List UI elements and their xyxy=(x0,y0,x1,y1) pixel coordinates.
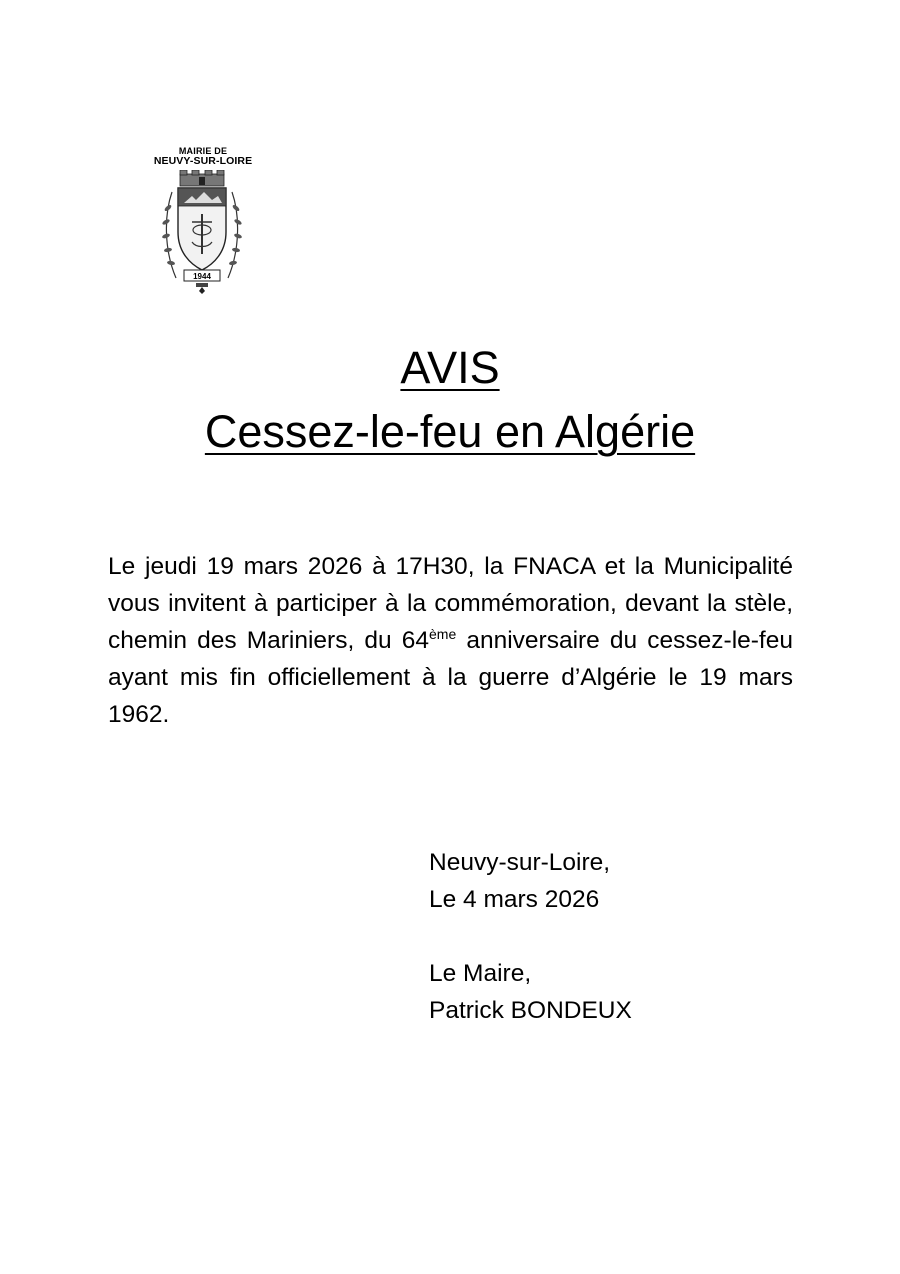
body-text-part1: Le jeudi 19 mars 2026 à 17H30, la FNACA et la Municipalité vous invitent à participer à la commémoration, devant la stèle, chemin des Mariniers, du 64 xyxy=(108,553,793,654)
notice-body xyxy=(108,548,793,733)
title-avis: AVIS xyxy=(400,342,500,393)
notice-title xyxy=(0,340,900,396)
title-subject: Cessez-le-feu en Algérie xyxy=(204,406,696,457)
signature-date: Le 4 mars 2026 xyxy=(429,886,600,913)
notice-subtitle xyxy=(0,404,900,460)
signature-name: Patrick BONDEUX xyxy=(429,997,632,1024)
logo-line-town: NEUVY-SUR-LOIRE xyxy=(153,155,253,167)
body-text-part2: anniversaire du cessez-le-feu ayant mis fin officiellement à la guerre d’Algérie le 19 mars 1962. xyxy=(108,627,793,728)
mairie-logo xyxy=(138,146,268,294)
logo-line-mairie: MAIRIE DE xyxy=(178,146,228,156)
signature-place: Neuvy-sur-Loire, xyxy=(429,849,611,876)
signature-role: Le Maire, xyxy=(429,960,532,987)
town-crest-icon xyxy=(162,170,242,294)
body-ordinal-suffix: ème xyxy=(429,626,457,642)
crest-year: 1944 xyxy=(193,272,211,281)
